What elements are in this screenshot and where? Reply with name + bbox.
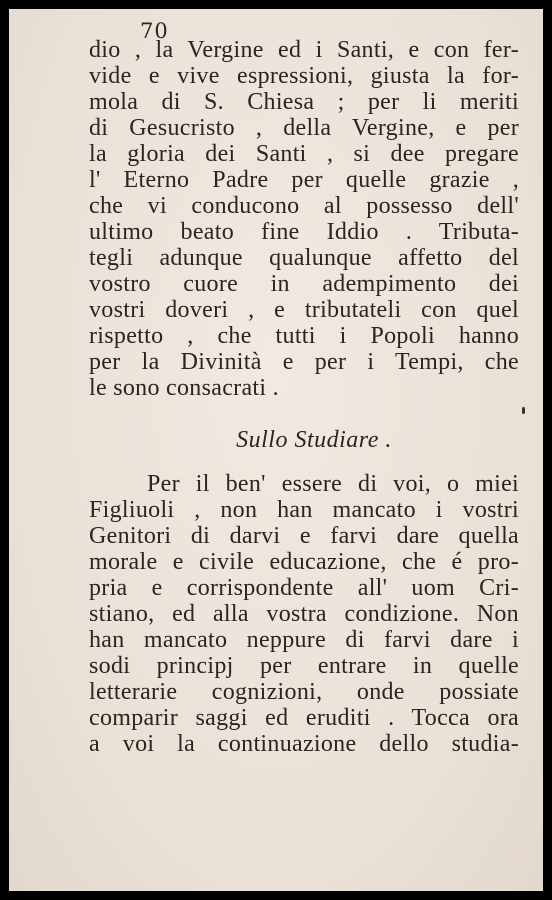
text-line: stiano, ed alla vostra condizione. Non xyxy=(89,601,519,627)
ink-mark xyxy=(522,407,525,414)
text-line: Per il ben' essere di voi, o miei xyxy=(147,471,519,497)
text-line: le sono consacrati . xyxy=(89,375,279,401)
text-line: tegli adunque qualunque affetto del xyxy=(89,245,519,271)
text-line: vostro cuore in adempimento dei xyxy=(89,271,519,297)
text-line: han mancato neppure di farvi dare i xyxy=(89,627,519,653)
text-line: pria e corrispondente all' uom Cri- xyxy=(89,575,519,601)
text-line: ultimo beato fine Iddio . Tributa- xyxy=(89,219,519,245)
text-line: morale e civile educazione, che é pro- xyxy=(89,549,519,575)
text-line: Figliuoli , non han mancato i vostri xyxy=(89,497,519,523)
text-line: letterarie cognizioni, onde possiate xyxy=(89,679,519,705)
page-number: 70 xyxy=(140,19,169,43)
section-heading: Sullo Studiare . xyxy=(236,427,392,453)
text-line: comparir saggi ed eruditi . Tocca ora xyxy=(89,705,519,731)
text-line: l' Eterno Padre per quelle grazie , xyxy=(89,167,519,193)
book-page xyxy=(9,9,543,891)
text-line: a voi la continuazione dello studia- xyxy=(89,731,519,757)
text-line: che vi conducono al possesso dell' xyxy=(89,193,519,219)
text-line: rispetto , che tutti i Popoli hanno xyxy=(89,323,519,349)
text-line: dio , la Vergine ed i Santi, e con fer- xyxy=(89,37,519,63)
text-line: per la Divinità e per i Tempi, che xyxy=(89,349,519,375)
text-line: vide e vive espressioni, giusta la for- xyxy=(89,63,519,89)
text-block xyxy=(89,37,519,757)
text-line: mola di S. Chiesa ; per li meriti xyxy=(89,89,519,115)
text-line: sodi principj per entrare in quelle xyxy=(89,653,519,679)
text-line: vostri doveri , e tributateli con quel xyxy=(89,297,519,323)
text-line: di Gesucristo , della Vergine, e per xyxy=(89,115,519,141)
text-line: la gloria dei Santi , si dee pregare xyxy=(89,141,519,167)
paragraph-2 xyxy=(89,471,519,757)
paragraph-1 xyxy=(89,37,519,401)
text-line: Genitori di darvi e farvi dare quella xyxy=(89,523,519,549)
